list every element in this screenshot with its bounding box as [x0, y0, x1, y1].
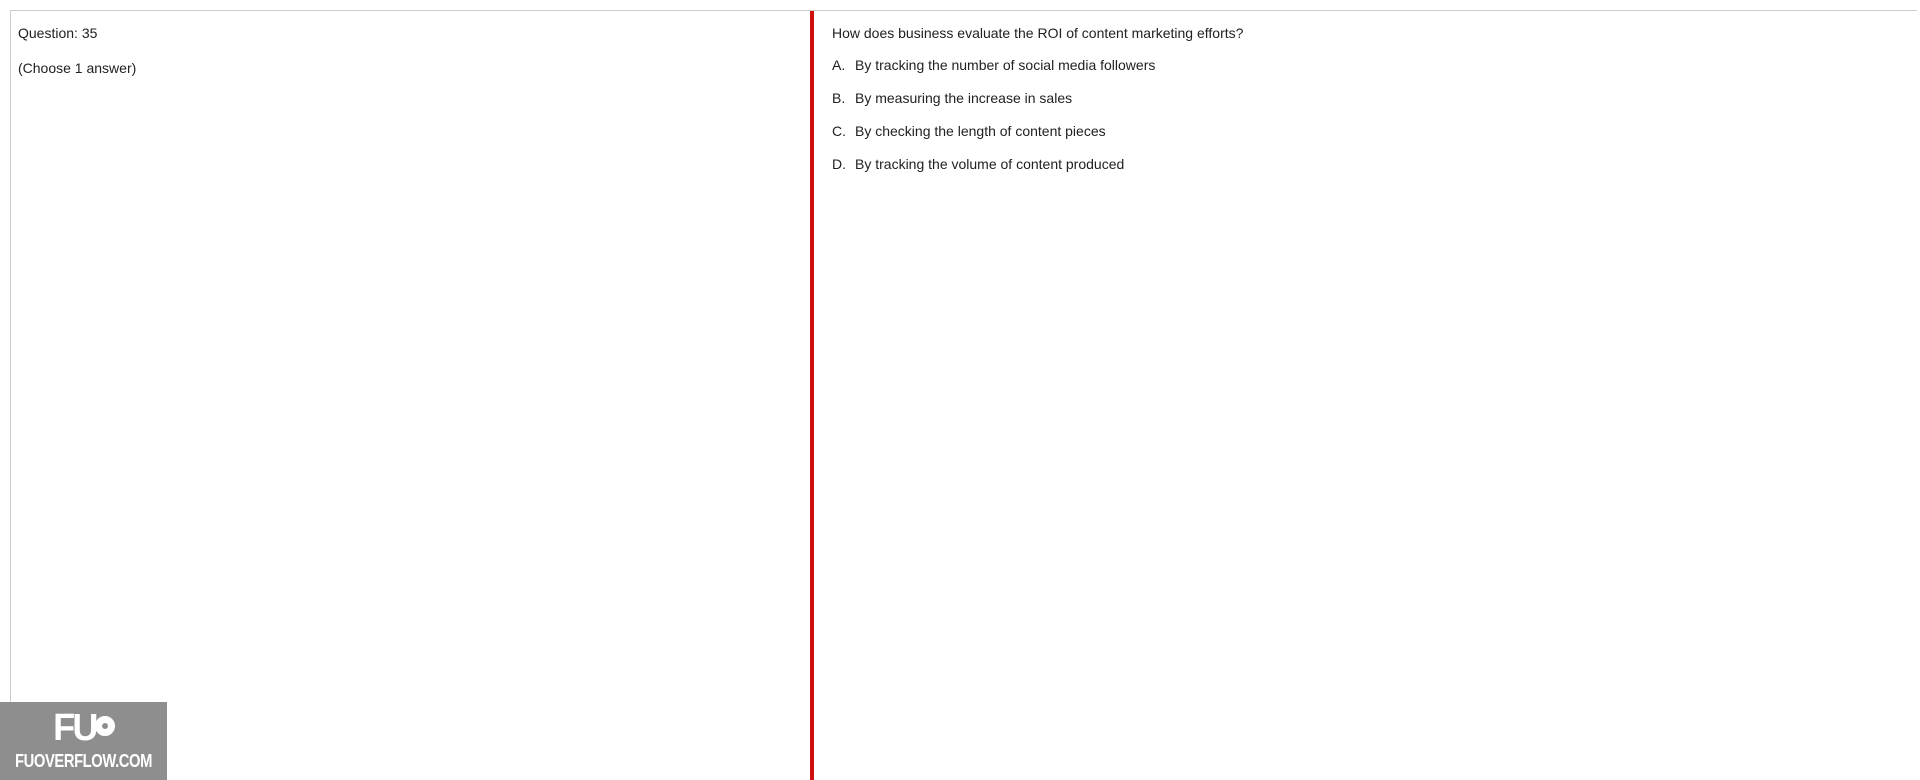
question-number-label: Question: 35: [18, 25, 98, 41]
fuoverflow-watermark: [0, 702, 167, 780]
option-a[interactable]: [832, 56, 1887, 75]
question-container: [10, 10, 1917, 780]
option-c-letter: C.: [832, 123, 846, 139]
logo-letter-o-ring-icon: [95, 716, 115, 736]
fuoverflow-logo-icon: [0, 708, 167, 748]
option-b-letter: B.: [832, 90, 846, 106]
option-b-text: By measuring the increase in sales: [855, 90, 1073, 106]
option-a-text: By tracking the number of social media followers: [855, 57, 1156, 73]
question-content-pane: [814, 11, 1917, 780]
watermark-site-text: FUOVERFLOW.COM: [15, 751, 152, 771]
option-d-text: By tracking the volume of content produced: [855, 156, 1125, 172]
option-a-letter: A.: [832, 57, 846, 73]
option-b[interactable]: [832, 89, 1887, 108]
question-meta-pane: [11, 11, 810, 780]
logo-letters-fu: FU: [53, 707, 96, 749]
option-c-text: By checking the length of content pieces: [855, 123, 1106, 139]
option-d-letter: D.: [832, 156, 846, 172]
choose-instruction-label: (Choose 1 answer): [18, 60, 137, 76]
options-list: [832, 56, 1887, 174]
option-d[interactable]: [832, 155, 1887, 174]
option-c[interactable]: [832, 122, 1887, 141]
question-text: How does business evaluate the ROI of content marketing efforts?: [832, 25, 1244, 41]
